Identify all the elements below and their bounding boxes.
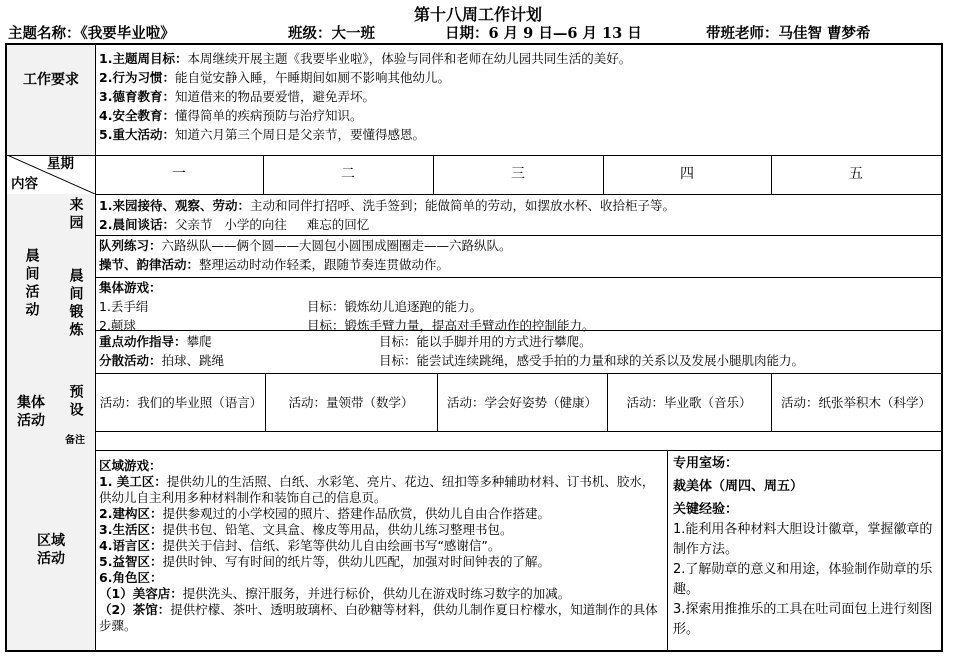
- activity-tue: 活动：量领带（数学）: [288, 394, 414, 410]
- special-room-title: 专用室场：: [673, 456, 739, 471]
- activity-thu: 活动：毕业歌（音乐）: [626, 394, 752, 410]
- area-line: 4.语言区：提供关于信封、信纸、彩笔等供幼儿自由绘画书写“感谢信”。: [99, 538, 501, 553]
- day-header-tue: 二: [341, 166, 355, 182]
- group-games-content: 集体游戏： 1.丢手绢 目标：锻炼幼儿追逐跑的能力。 2.颠球 目标：锻炼手臂力量，提高对手臂动作的控制能力。: [99, 280, 595, 333]
- special-room-name: 裁美体（周四、周五）: [673, 479, 804, 494]
- corner-weekday: 星期: [47, 156, 74, 172]
- date-info: [445, 22, 642, 43]
- area-line: 2.建构区：提供参观过的小学校园的照片、搭建作品欣赏，供幼儿自由合作搭建。: [99, 506, 550, 521]
- class-info: [288, 22, 375, 43]
- key-experience-item: 2.了解勋章的意义和用途，体验制作勋章的乐趣。: [673, 562, 933, 597]
- role-line: （2）茶馆：提供柠檬、茶叶、透明玻璃杯、白砂糖等材料，供幼儿制作夏日柠檬水，知道制作的具体步骤。: [99, 602, 658, 633]
- focus-content: 重点动作指导：攀爬 目标：能以手脚并用的方式进行攀爬。 分散活动：拍球、跳绳 目标：能尝试连续跳绳，感受手拍的力量和球的关系以及发展小腿肌肉能力。: [99, 334, 805, 368]
- game1-goal: 目标：锻炼幼儿追逐跑的能力。: [307, 299, 483, 314]
- class-label: 班级：: [288, 25, 332, 42]
- theme-label: 主题名称：: [8, 25, 81, 42]
- note-label: 备注: [55, 431, 95, 450]
- requirement-item: 3.德育教育：知道借来的物品要爱惜，避免弄坏。: [99, 89, 375, 104]
- area-games-content: 区域游戏： 1. 美工区：提供幼儿的生活照、白纸、水彩笔、亮片、花边、纽扣等多种辅助材料、订书机、胶水，供幼儿自主利用多种材料制作和装饰自己的信息页。 2.建构区：提供参观过的小学校园的照片、搭建作品欣赏，供幼儿自由合作搭建。 3.生活区：提供书包、铅笔、文具盒、橡皮等用品，供幼儿练习整理书包。 4.语言区：提供关于信封、信纸、彩笔等供幼儿自由绘画书写“感谢信”。 5.益智区：提供时钟、写有时间的纸片等，供幼儿匹配，加强对时间钟表的了解。 6.角色区： （1）美容店：提供洗头、擦汗服务，并进行标价，供幼儿在游戏时练习数字的加减。 （2）茶馆：提供柠檬、茶叶、透明玻璃杯、白砂糖等材料，供幼儿制作夏日柠檬水，知道制作的具体步骤。: [99, 458, 665, 634]
- requirements-label: 工作要求: [7, 45, 95, 115]
- requirement-item: 4.安全教育：懂得简单的疾病预防与治疗知识。: [99, 108, 363, 123]
- key-experience-title: 关键经验：: [673, 502, 739, 517]
- teacher-value: 马佳智 曹梦希: [778, 25, 871, 42]
- teacher-label: 带班老师：: [706, 25, 779, 42]
- activity-wed: 活动：学会好姿势（健康）: [446, 394, 597, 410]
- requirement-item: 1.主题周目标：本周继续开展主题《我要毕业啦》，体验与同伴和老师在幼儿园共同生活的美好。: [99, 51, 632, 66]
- day-header-fri: 五: [849, 166, 863, 182]
- teacher-info: [706, 22, 871, 43]
- class-value: 大一班: [331, 25, 375, 42]
- page-title: 第十八周工作计划: [413, 5, 542, 24]
- morning-label: 晨间活动: [23, 247, 40, 320]
- area-line: 1. 美工区：提供幼儿的生活照、白纸、水彩笔、亮片、花边、纽扣等多种辅助材料、订书机、胶水，供幼儿自主利用多种材料制作和装饰自己的信息页。: [99, 474, 655, 505]
- arrive-label: 来园: [67, 196, 84, 233]
- day-header-wed: 三: [511, 166, 525, 182]
- activity-mon: 活动：我们的毕业照（语言）: [99, 394, 263, 410]
- role-line: （1）美容店：提供洗头、擦汗服务，并进行标价，供幼儿在游戏时练习数字的加减。: [99, 586, 571, 601]
- morning-label-cell: [7, 194, 55, 373]
- key-experience-item: 1.能利用各种材料大胆设计徽章，掌握徽章的制作方法。: [673, 522, 933, 557]
- date-label: 日期：: [445, 25, 489, 42]
- arrive-content: 1.来园接待、观察、劳动：主动和同伴打招呼、洗手签到；能做简单的劳动，如摆放水杯、收拾柜子等。 2.晨间谈话：父亲节 小学的向往 难忘的回忆: [99, 198, 675, 232]
- plan-table: [5, 43, 943, 652]
- theme-info: [8, 22, 175, 43]
- queue-rhythm-content: 队列练习：六路纵队——俩个圆——大圆包小圆围成圈圈走——六路纵队。 操节、韵律活动：整理运动时动作轻柔，跟随节奏连贯做动作。: [99, 238, 512, 272]
- area-line: 3.生活区：提供书包、铅笔、文具盒、橡皮等用品，供幼儿练习整理书包。: [99, 522, 513, 537]
- exercise-label-cell: [55, 235, 95, 373]
- requirements-label-bg: [7, 115, 95, 155]
- day-header-thu: 四: [680, 166, 694, 182]
- corner-content: 内容: [11, 176, 38, 192]
- requirement-item: 2.行为习惯：能自觉安静入睡，午睡期间如厕不影响其他幼儿。: [99, 70, 450, 85]
- exercise-label: 晨间锻炼: [67, 268, 84, 340]
- requirement-item: 5.重大活动：知道六月第三个周日是父亲节，要懂得感恩。: [99, 127, 425, 142]
- plan-label: 预设: [67, 384, 84, 420]
- plan-label-cell: [55, 373, 95, 431]
- area-line: 5.益智区：提供时钟、写有时间的纸片等，供幼儿匹配，加强对时间钟表的了解。: [99, 554, 550, 569]
- game1-name: 1.丢手绢: [99, 299, 149, 314]
- collective-label: 集体活动: [7, 373, 55, 450]
- theme-value: 《我要毕业啦》: [80, 25, 175, 42]
- arrive-label-cell: [55, 194, 95, 235]
- game2-goal: 目标：锻炼手臂力量，提高对手臂动作的控制能力。: [307, 318, 595, 333]
- date-value: 6 月 9 日—6 月 13 日: [488, 25, 642, 42]
- key-experience-item: 3.探索用推推乐的工具在吐司面包上进行刻图形。: [673, 602, 933, 637]
- requirements-list: [99, 49, 939, 144]
- day-header-mon: 一: [172, 166, 186, 182]
- game2-name: 2.颠球: [99, 318, 136, 333]
- special-room-content: [673, 454, 939, 640]
- activity-fri: 活动：纸张举积木（科学）: [780, 394, 931, 410]
- area-label: 区域活动: [7, 450, 95, 650]
